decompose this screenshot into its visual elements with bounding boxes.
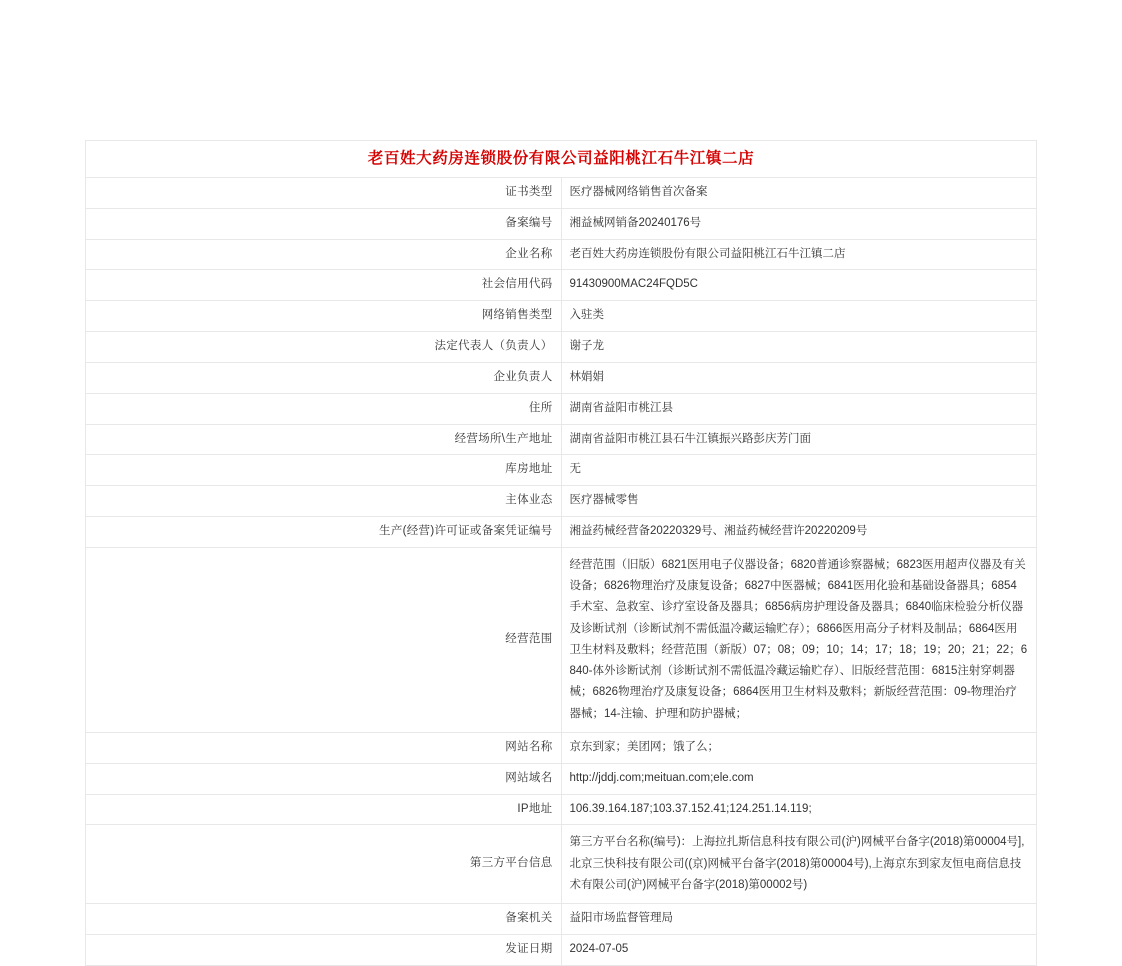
table-row <box>86 270 1037 301</box>
row-label: 法定代表人（负责人） <box>86 332 562 363</box>
row-value-website-url[interactable]: http://jddj.com;meituan.com;ele.com <box>561 763 1037 794</box>
title-cell <box>86 141 1037 178</box>
row-label: 网络销售类型 <box>86 301 562 332</box>
row-label: 备案编号 <box>86 208 562 239</box>
row-label: 经营场所\生产地址 <box>86 424 562 455</box>
row-value: 91430900MAC24FQD5C <box>561 270 1037 301</box>
table-row <box>86 208 1037 239</box>
table-row <box>86 301 1037 332</box>
table-row <box>86 362 1037 393</box>
row-value: 2024-07-05 <box>561 934 1037 965</box>
page-title: 老百姓大药房连锁股份有限公司益阳桃江石牛江镇二店 <box>367 150 755 167</box>
row-value: 医疗器械零售 <box>561 486 1037 517</box>
row-label: 网站名称 <box>86 732 562 763</box>
row-label: 生产(经营)许可证或备案凭证编号 <box>86 516 562 547</box>
record-table-body <box>86 141 1037 966</box>
table-row <box>86 794 1037 825</box>
row-label: 网站域名 <box>86 763 562 794</box>
record-table <box>85 140 1037 966</box>
table-row <box>86 763 1037 794</box>
table-row <box>86 424 1037 455</box>
row-label: 企业名称 <box>86 239 562 270</box>
row-value: 谢子龙 <box>561 332 1037 363</box>
table-row <box>86 455 1037 486</box>
table-row <box>86 486 1037 517</box>
row-value: 湘益药械经营备20220329号、湘益药械经营许20220209号 <box>561 516 1037 547</box>
row-label: 第三方平台信息 <box>86 825 562 904</box>
table-row <box>86 332 1037 363</box>
table-row <box>86 825 1037 904</box>
table-row <box>86 178 1037 209</box>
row-value: 第三方平台名称(编号)：上海拉扎斯信息科技有限公司(沪)网械平台备字(2018)第00004号],北京三快科技有限公司((京)网械平台备字(2018)第00004号),上海京东到家友恒电商信息技术有限公司(沪)网械平台备字(2018)第00002号) <box>561 825 1037 904</box>
table-title-row <box>86 141 1037 178</box>
row-value: 益阳市场监督管理局 <box>561 904 1037 935</box>
table-row <box>86 393 1037 424</box>
row-label: 经营范围 <box>86 547 562 732</box>
table-row <box>86 904 1037 935</box>
record-card <box>85 140 1037 966</box>
table-row <box>86 934 1037 965</box>
row-label: 库房地址 <box>86 455 562 486</box>
table-row <box>86 547 1037 732</box>
table-row <box>86 732 1037 763</box>
row-value: 林娟娟 <box>561 362 1037 393</box>
row-label: 备案机关 <box>86 904 562 935</box>
row-label: 主体业态 <box>86 486 562 517</box>
row-label: 社会信用代码 <box>86 270 562 301</box>
row-value: 经营范围（旧版）6821医用电子仪器设备；6820普通诊察器械；6823医用超声仪器及有关设备；6826物理治疗及康复设备；6827中医器械；6841医用化验和基础设备器具；6854手术室、急救室、诊疗室设备及器具；6856病房护理设备及器具；6840临床检验分析仪器及诊断试剂（诊断试剂不需低温冷藏运输贮存）；6866医用高分子材料及制品；6864医用卫生材料及敷料；经营范围（新版）07；08；09；10；14；17；18；19；20；21；22；6840-体外诊断试剂（诊断试剂不需低温冷藏运输贮存）、旧版经营范围：6815注射穿刺器械；6826物理治疗及康复设备；6864医用卫生材料及敷料；新版经营范围：09-物理治疗器械；14-注输、护理和防护器械； <box>561 547 1037 732</box>
row-label: 企业负责人 <box>86 362 562 393</box>
row-value: 入驻类 <box>561 301 1037 332</box>
row-value: 医疗器械网络销售首次备案 <box>561 178 1037 209</box>
row-label: IP地址 <box>86 794 562 825</box>
row-value: 湘益械网销备20240176号 <box>561 208 1037 239</box>
row-label: 住所 <box>86 393 562 424</box>
row-value: 京东到家；美团网；饿了么； <box>561 732 1037 763</box>
row-value: 无 <box>561 455 1037 486</box>
table-row <box>86 239 1037 270</box>
row-value: 湖南省益阳市桃江县 <box>561 393 1037 424</box>
table-row <box>86 516 1037 547</box>
row-label: 发证日期 <box>86 934 562 965</box>
row-value: 老百姓大药房连锁股份有限公司益阳桃江石牛江镇二店 <box>561 239 1037 270</box>
row-value: 湖南省益阳市桃江县石牛江镇振兴路彭庆芳门面 <box>561 424 1037 455</box>
row-label: 证书类型 <box>86 178 562 209</box>
row-value: 106.39.164.187;103.37.152.41;124.251.14.119; <box>561 794 1037 825</box>
